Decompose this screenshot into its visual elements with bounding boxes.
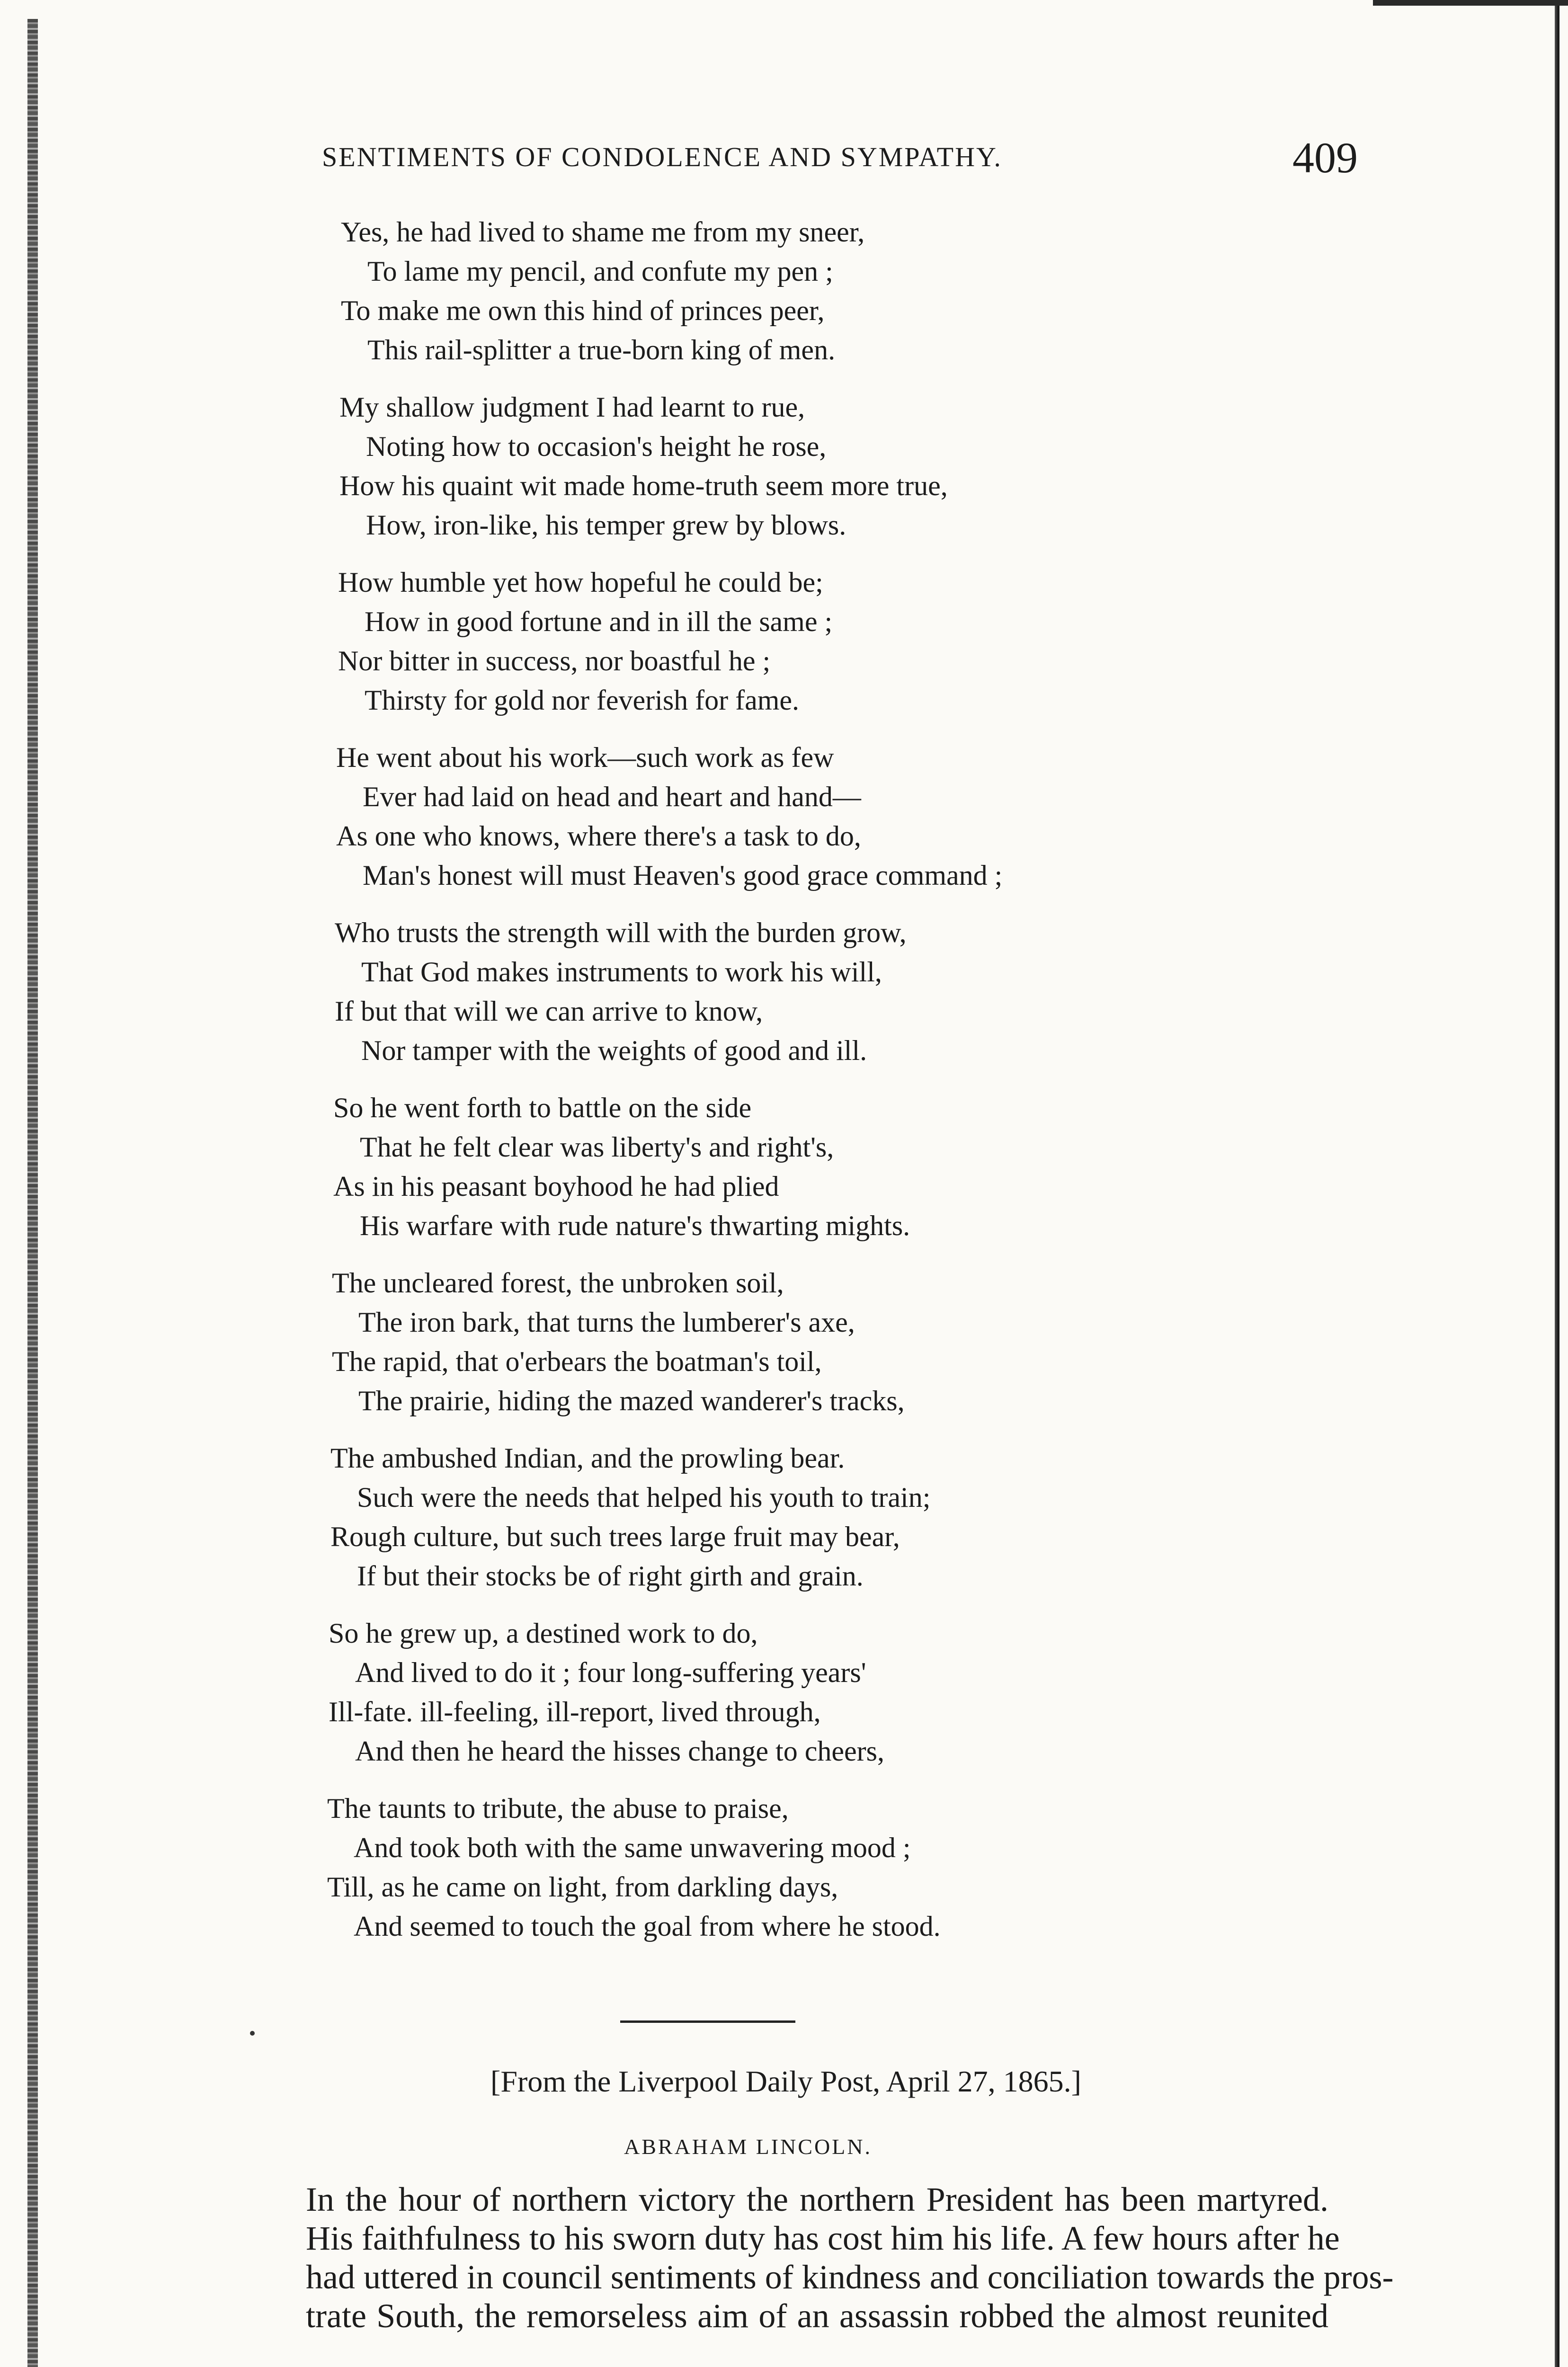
poem-line: Nor tamper with the weights of good and ill. [361, 1035, 867, 1066]
poem-line: So he grew up, a destined work to do, [329, 1618, 758, 1649]
poem-line: His warfare with rude nature's thwarting mights. [360, 1210, 910, 1241]
poem-line: To make me own this hind of princes peer, [341, 295, 825, 326]
poem-line: The rapid, that o'erbears the boatman's toil, [332, 1346, 822, 1377]
poem-line: The uncleared forest, the unbroken soil, [332, 1267, 784, 1299]
poem-line: Yes, he had lived to shame me from my sneer, [341, 216, 865, 248]
poem-line: And lived to do it ; four long-suffering years' [355, 1657, 866, 1688]
poem-line: Till, as he came on light, from darkling days, [327, 1871, 838, 1903]
poem-line: As in his peasant boyhood he had plied [333, 1171, 779, 1202]
binding-edge [27, 19, 38, 2367]
poem-line: Man's honest will must Heaven's good grace command ; [363, 860, 1003, 891]
page-number: 409 [1292, 133, 1358, 182]
running-head: SENTIMENTS OF CONDOLENCE AND SYMPATHY. [322, 142, 1002, 172]
poem-line: And took both with the same unwavering mood ; [354, 1832, 911, 1863]
section-divider [620, 2020, 795, 2023]
poem-line: How his quaint wit made home-truth seem more true, [339, 470, 948, 501]
poem-line: This rail-splitter a true-born king of men. [367, 334, 836, 365]
poem-line: The prairie, hiding the mazed wanderer's tracks, [358, 1385, 905, 1416]
article-body-line: His faithfulness to his sworn duty has cost him his life. A few hours after he [306, 2219, 1340, 2257]
poem-line: And then he heard the hisses change to cheers, [355, 1735, 884, 1767]
poem-line: That God makes instruments to work his will, [361, 956, 882, 988]
poem-line: The ambushed Indian, and the prowling bear. [330, 1442, 845, 1474]
article-body-line: In the hour of northern victory the northern President has been martyred. [306, 2180, 1328, 2218]
poem-line: And seemed to touch the goal from where he stood. [354, 1911, 941, 1942]
poem-line: The iron bark, that turns the lumberer's axe, [358, 1307, 855, 1338]
article-title: ABRAHAM LINCOLN. [624, 2135, 872, 2159]
poem-line: Rough culture, but such trees large fruit may bear, [330, 1521, 900, 1552]
top-edge-mark [1373, 0, 1568, 6]
poem-line: So he went forth to battle on the side [333, 1092, 752, 1123]
poem-line: How humble yet how hopeful he could be; [338, 567, 823, 598]
poem-line: Ill-fate. ill-feeling, ill-report, lived through, [329, 1696, 821, 1727]
poem-line: Such were the needs that helped his youth to train; [357, 1482, 931, 1513]
poem-line: Thirsty for gold nor feverish for fame. [365, 685, 800, 716]
poem-line: If but their stocks be of right girth and grain. [357, 1560, 864, 1592]
poem-line: He went about his work—such work as few [336, 742, 834, 773]
page-right-edge [1555, 0, 1559, 2367]
article-body-line: had uttered in council sentiments of kindness and conciliation towards the pros- [306, 2258, 1394, 2296]
poem-line: As one who knows, where there's a task to do, [336, 820, 861, 852]
poem-line: How, iron-like, his temper grew by blows. [366, 509, 846, 541]
poem-line: My shallow judgment I had learnt to rue, [339, 392, 805, 423]
poem-line: Ever had laid on head and heart and hand— [363, 781, 861, 812]
poem-line: If but that will we can arrive to know, [335, 996, 763, 1027]
poem-line: Noting how to occasion's height he rose, [366, 431, 827, 462]
poem-line: To lame my pencil, and confute my pen ; [367, 256, 833, 287]
poem-line: That he felt clear was liberty's and right's, [360, 1131, 834, 1163]
print-speck [250, 2031, 255, 2036]
poem-line: How in good fortune and in ill the same ; [365, 606, 833, 637]
poem-line: The taunts to tribute, the abuse to praise, [327, 1793, 789, 1824]
poem-line: Who trusts the strength will with the burden grow, [335, 917, 907, 948]
article-body-line: trate South, the remorseless aim of an assassin robbed the almost reunited [306, 2297, 1328, 2335]
poem-line: Nor bitter in success, nor boastful he ; [338, 645, 771, 676]
source-citation: [From the Liverpool Daily Post, April 27, 1865.] [490, 2064, 1081, 2098]
